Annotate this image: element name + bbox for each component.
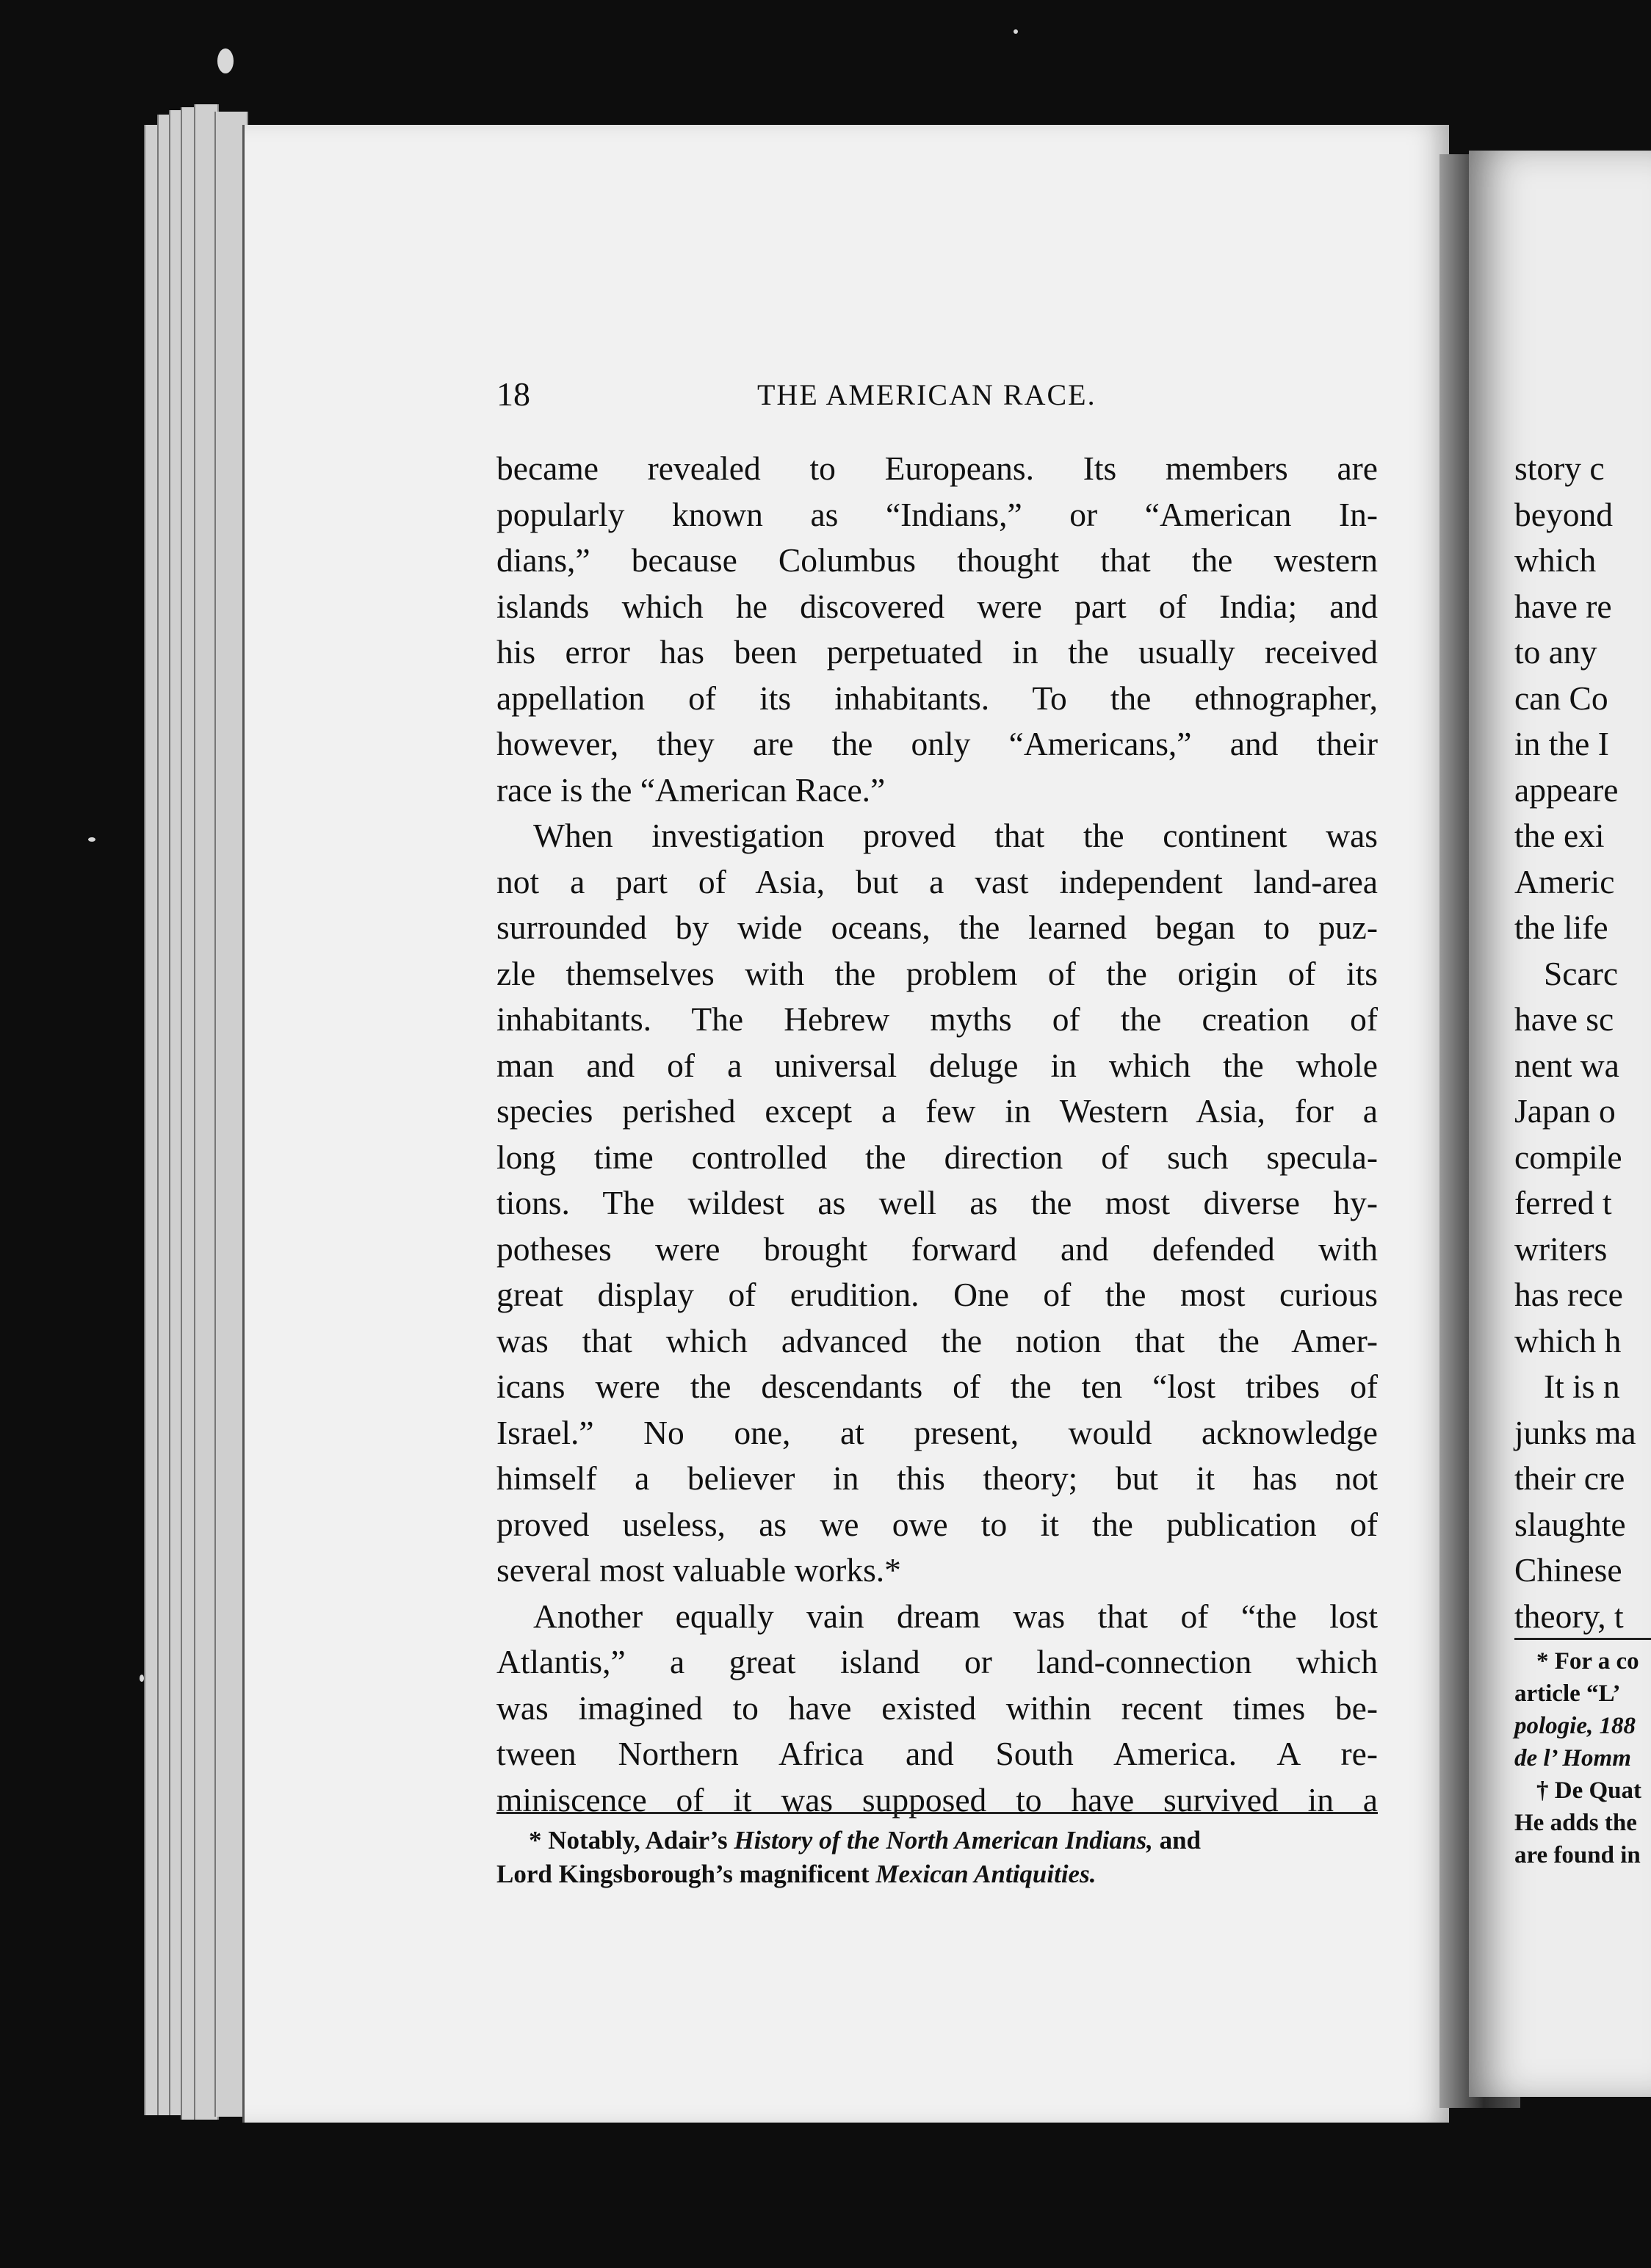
footnote-fragment: are found in <box>1514 1842 1641 1868</box>
facing-page-text <box>1514 446 1651 1639</box>
running-title: THE AMERICAN RACE. <box>757 378 1097 411</box>
text-fragment: Scarc <box>1544 954 1619 992</box>
text-line: man and of a universal deluge in which the whole <box>496 1046 1378 1084</box>
dust-speck <box>88 837 95 842</box>
footnote-title: History of the North American Indians, <box>734 1826 1153 1855</box>
text-line: potheses were brought forward and defended with <box>496 1229 1378 1268</box>
text-fragment: junks ma <box>1514 1413 1636 1451</box>
footnote-fragment: pologie, 188 <box>1514 1713 1636 1739</box>
dust-speck <box>1014 29 1018 34</box>
text-line: himself a believer in this theory; but it has not <box>496 1459 1378 1497</box>
footnote-line <box>496 1824 1378 1857</box>
text-line: was imagined to have existed within recent times be- <box>496 1689 1378 1727</box>
text-fragment: beyond <box>1514 495 1613 533</box>
text-fragment: the life <box>1514 909 1608 946</box>
text-line: long time controlled the direction of such specula- <box>496 1138 1378 1176</box>
text-fragment: Japan o <box>1514 1092 1616 1130</box>
text-line: dians,” because Columbus thought that the western <box>496 541 1378 579</box>
footnote-title: Mexican Antiquities. <box>875 1860 1097 1888</box>
text-line: tions. The wildest as well as the most diverse hy- <box>496 1184 1378 1221</box>
text-line: tween Northern Africa and South America. A re- <box>496 1735 1378 1772</box>
text-fragment: has rece <box>1514 1276 1623 1313</box>
facing-footnote-rule <box>1514 1638 1651 1640</box>
dust-speck <box>217 48 234 73</box>
main-text <box>496 446 1378 1823</box>
text-fragment: have sc <box>1514 1000 1614 1038</box>
text-fragment: It is n <box>1544 1368 1620 1405</box>
text-line: became revealed to Europeans. Its members are <box>496 449 1378 487</box>
text-fragment: in the I <box>1514 725 1609 762</box>
text-line: islands which he discovered were part of India; and <box>496 587 1378 625</box>
text-line: Israel.” No one, at present, would acknowledge <box>496 1413 1378 1451</box>
text-fragment: writers <box>1514 1229 1608 1268</box>
footnote-text: * Notably, Adair’s <box>529 1826 734 1855</box>
footnote-fragment: He adds the <box>1514 1810 1637 1836</box>
text-fragment: theory, t <box>1514 1597 1624 1635</box>
text-line: his error has been perpetuated in the usually received <box>496 633 1378 671</box>
text-line: inhabitants. The Hebrew myths of the creation of <box>496 1000 1378 1038</box>
text-line: race is the “American Race.” <box>496 770 886 809</box>
text-fragment: the exi <box>1514 817 1605 854</box>
text-line: zle themselves with the problem of the origin of its <box>496 954 1378 992</box>
text-line: species perished except a few in Western Asia, for a <box>496 1092 1378 1130</box>
facing-footnotes <box>1514 1645 1651 1871</box>
text-line: Another equally vain dream was that of “the lost <box>533 1597 1378 1635</box>
text-fragment: compile <box>1514 1138 1622 1176</box>
text-line: Atlantis,” a great island or land-connection which <box>496 1643 1378 1680</box>
footnote-fragment: article “L’ <box>1514 1680 1621 1707</box>
text-fragment: their cre <box>1514 1459 1625 1497</box>
text-fragment: Americ <box>1514 862 1615 900</box>
text-fragment: which <box>1514 541 1597 579</box>
text-line: icans were the descendants of the ten “lost tribes of <box>496 1368 1378 1405</box>
text-fragment: to any <box>1514 633 1597 671</box>
text-fragment: ferred t <box>1514 1184 1612 1221</box>
text-fragment: appeare <box>1514 770 1619 809</box>
text-fragment: Chinese <box>1514 1551 1622 1589</box>
text-fragment: slaughte <box>1514 1505 1626 1543</box>
footnote-line <box>496 1857 1378 1891</box>
text-line: several most valuable works.* <box>496 1551 901 1589</box>
text-fragment: have re <box>1514 587 1612 625</box>
text-line: popularly known as “Indians,” or “American In- <box>496 495 1378 533</box>
text-line: surrounded by wide oceans, the learned began to puz- <box>496 909 1378 946</box>
text-fragment: nent wa <box>1514 1046 1619 1084</box>
footnote-fragment: * For a co <box>1536 1648 1639 1675</box>
text-line: not a part of Asia, but a vast independent land-area <box>496 862 1378 900</box>
text-fragment: can Co <box>1514 679 1608 717</box>
text-line: miniscence of it was supposed to have survived in a <box>496 1780 1378 1819</box>
text-line: When investigation proved that the continent was <box>533 817 1378 854</box>
text-line: appellation of its inhabitants. To the ethnographer, <box>496 679 1378 717</box>
page-number: 18 <box>496 375 530 413</box>
text-fragment: which h <box>1514 1321 1622 1359</box>
text-line: was that which advanced the notion that the Amer- <box>496 1321 1378 1359</box>
footnote-rule <box>496 1812 1378 1814</box>
text-line: however, they are the only “Americans,” and their <box>496 725 1378 762</box>
text-line: proved useless, as we owe to it the publication of <box>496 1505 1378 1543</box>
text-line: great display of erudition. One of the most curious <box>496 1276 1378 1313</box>
footnote <box>496 1824 1378 1891</box>
footnote-text: and <box>1152 1826 1202 1855</box>
footnote-fragment: † De Quat <box>1536 1777 1641 1804</box>
footnote-text: Lord Kingsborough’s magnificent <box>496 1860 876 1888</box>
text-fragment: story c <box>1514 449 1605 487</box>
footnote-fragment: de l’ Homm <box>1514 1745 1631 1772</box>
